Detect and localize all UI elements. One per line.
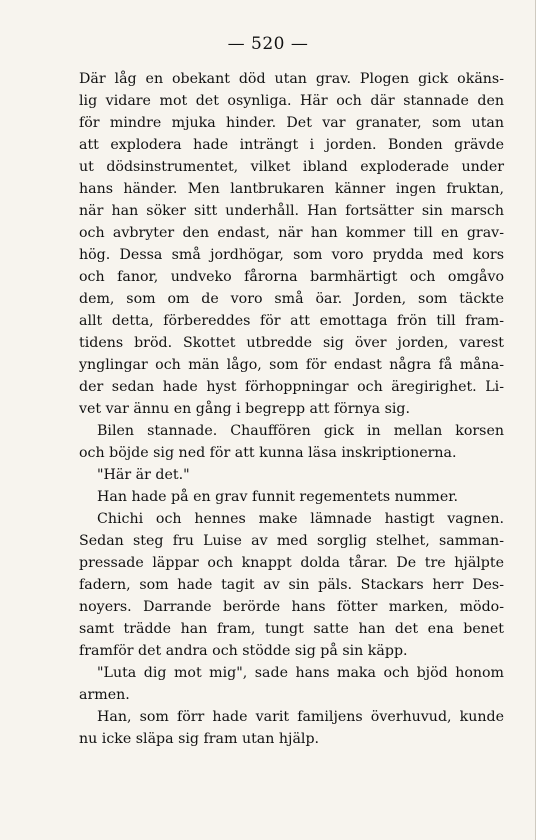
body-text [79, 68, 504, 750]
text-line: allt detta, förbereddes för att emottaga frön till fram- [79, 313, 504, 329]
text-line: för mindre mjuka hinder. Det var granater, som utan [79, 115, 504, 131]
page-number: — 520 — [227, 34, 309, 54]
text-line: armen. [79, 687, 130, 703]
text-line: "Luta dig mot mig", sade hans maka och bjöd honom [97, 665, 504, 681]
text-line: och böjde sig ned för att kunna läsa inskriptionerna. [79, 445, 457, 461]
text-line: när han söker sitt underhåll. Han fortsätter sin marsch [79, 203, 504, 219]
text-line: der sedan hade hyst förhoppningar och äregirighet. Li- [79, 379, 504, 395]
text-line: nu icke släpa sig fram utan hjälp. [79, 731, 320, 747]
text-line: Där låg en obekant död utan grav. Plogen gick okäns- [79, 71, 504, 87]
text-line: Chichi och hennes make lämnade hastigt vagnen. [97, 511, 504, 527]
text-line: ynglingar och män lågo, som för endast några få måna- [79, 357, 504, 373]
text-line: framför det andra och stödde sig på sin käpp. [79, 643, 408, 659]
text-line: och fanor, undveko fårorna barmhärtigt och omgåvo [79, 269, 504, 285]
text-line: Han hade på en grav funnit regementets nummer. [97, 489, 458, 505]
text-line: tidens bröd. Skottet utbredde sig över jorden, varest [79, 335, 504, 351]
text-line: dem, som om de voro små öar. Jorden, som täckte [79, 291, 504, 307]
text-line: fadern, som hade tagit av sin päls. Stackars herr Des- [79, 577, 504, 593]
text-line: Bilen stannade. Chauffören gick in mellan korsen [97, 423, 504, 439]
text-line: "Här är det." [97, 467, 190, 483]
text-line: vet var ännu en gång i begrepp att förnya sig. [79, 401, 411, 417]
text-line: att explodera hade inträngt i jorden. Bonden grävde [79, 137, 504, 153]
text-line: hans händer. Men lantbrukaren känner ingen fruktan, [79, 181, 504, 197]
text-line: och avbryter den endast, när han kommer till en grav- [79, 225, 504, 241]
text-line: ut dödsinstrumentet, vilket ibland exploderade under [79, 159, 504, 175]
text-line: noyers. Darrande berörde hans fötter marken, mödo- [79, 599, 504, 615]
text-line: samt trädde han fram, tungt satte han det ena benet [79, 621, 504, 637]
text-line: Han, som förr hade varit familjens överhuvud, kunde [97, 709, 504, 725]
text-line: hög. Dessa små jordhögar, som voro prydda med kors [79, 247, 504, 263]
text-line: Sedan steg fru Luise av med sorglig stelhet, samman- [79, 533, 504, 549]
text-line: pressade läppar och knappt dolda tårar. De tre hjälpte [79, 555, 504, 571]
text-line: lig vidare mot det osynliga. Här och där stannade den [79, 93, 504, 109]
